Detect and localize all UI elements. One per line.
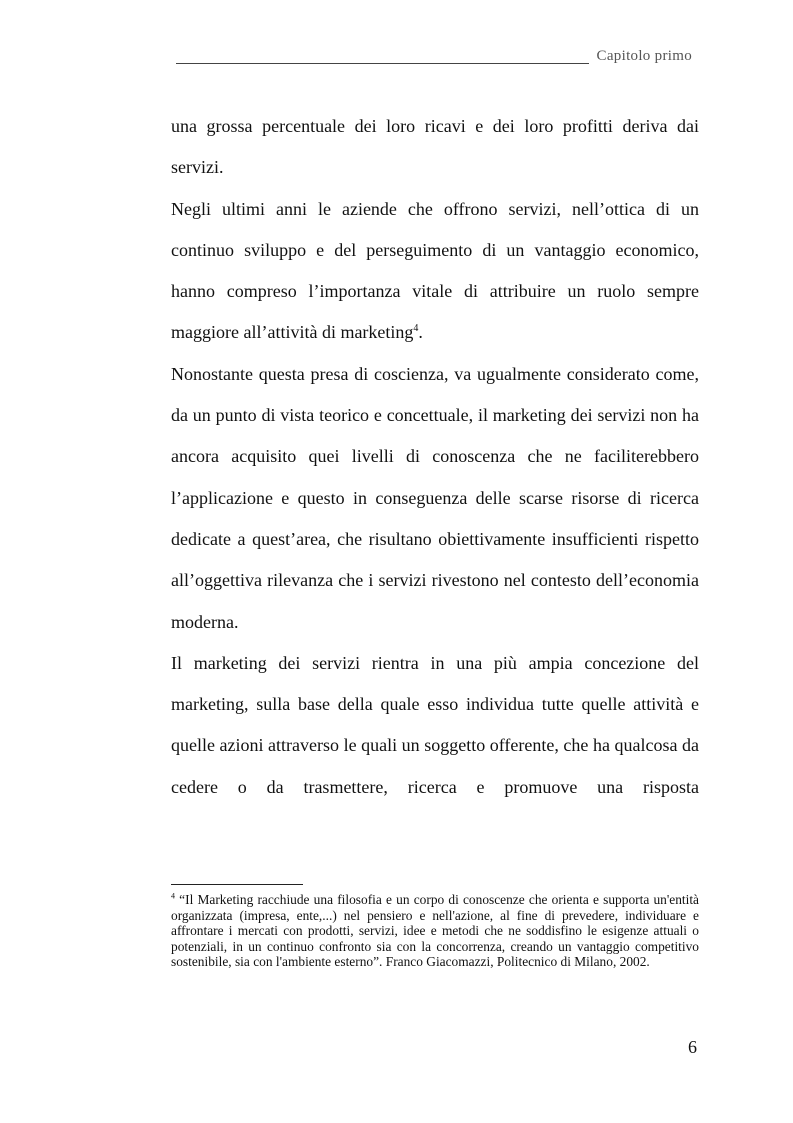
page-number: 6	[688, 1037, 697, 1057]
footnote-text: “Il Marketing racchiude una filosofia e un corpo di conoscenze che orienta e supporta un'entità organizzata (impresa, ente,...) nel pensiero e nell'azione, al fine di prevedere, individuare e affrontare i mercati con prodotti, servizi, idee e metodi che ne soddisfino le esigenze attuali o potenziali, in un continuo confronto sia con la concorrenza, creando un vantaggio competitivo sostenibile, sia con l'ambiente esterno”. Franco Giacomazzi, Politecnico di Milano, 2002.	[171, 892, 699, 970]
footnote-ref[interactable]: 4	[413, 323, 419, 335]
paragraph-1: una grossa percentuale dei loro ricavi e dei loro profitti deriva dai servizi.	[171, 116, 699, 178]
paragraph-2-tail: .	[418, 322, 423, 343]
body-text	[171, 106, 699, 808]
footnote-rule	[171, 884, 303, 885]
footnote-number: 4	[171, 891, 175, 901]
footnote	[171, 892, 699, 970]
paragraph-4: Il marketing dei servizi rientra in una più ampia concezione del marketing, sulla base della quale esso individua tutte quelle attività e quelle azioni attraverso le quali un soggetto offerente, che ha qualcosa da cedere o da trasmettere, ricerca e promuove una risposta	[171, 652, 699, 797]
paragraph-2	[171, 189, 699, 354]
header-rule	[176, 63, 589, 64]
paragraph-3: Nonostante questa presa di coscienza, va ugualmente considerato come, da un punto di vista teorico e concettuale, il marketing dei servizi non ha ancora acquisito quei livelli di conoscenza che ne faciliterebbero l’applicazione e questo in conseguenza delle scarse risorse di ricerca dedicate a quest’area, che risultano obiettivamente insufficienti rispetto all’oggettiva rilevanza che i servizi rivestono nel contesto dell’economia moderna.	[171, 363, 699, 632]
chapter-title: Capitolo primo	[596, 48, 692, 64]
paragraph-2-text: Negli ultimi anni le aziende che offrono servizi, nell’ottica di un continuo sviluppo e del perseguimento di un vantaggio economico, hanno compreso l’importanza vitale di attribuire un ruolo sempre maggiore all’attività di marketing	[171, 198, 699, 343]
